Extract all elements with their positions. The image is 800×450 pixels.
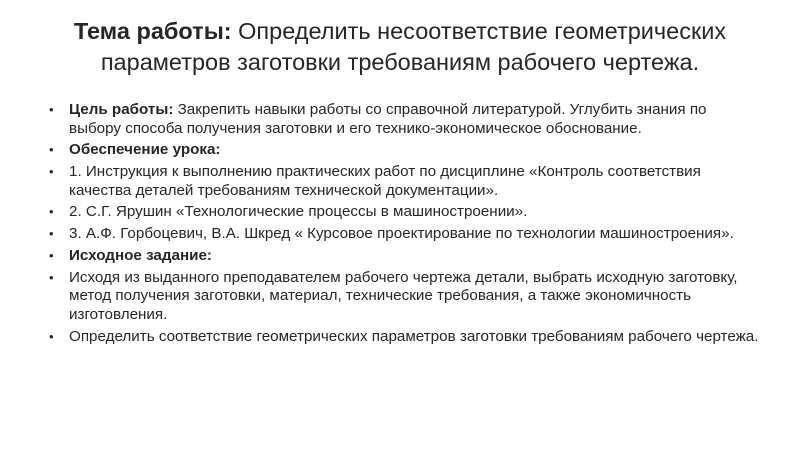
list-item-source-2 xyxy=(49,203,759,222)
list-item-source-3 xyxy=(49,225,759,244)
bullet-icon: • xyxy=(49,204,54,220)
list-item-initial-task xyxy=(49,247,759,266)
list-item-provision xyxy=(49,141,759,160)
item-text: 1. Инструкция к выполнению практических работ по дисциплине «Контроль соответствия качества деталей требованиям технической документации». xyxy=(69,163,701,199)
slide-body xyxy=(49,101,759,349)
item-text: 2. С.Г. Ярушин «Технологические процессы в машиностроении». xyxy=(69,203,528,221)
bullet-icon: • xyxy=(49,247,54,263)
list-item-source-1 xyxy=(49,163,759,200)
list-item-goal xyxy=(49,101,759,138)
item-text: 3. А.Ф. Горбоцевич, В.А. Шкред « Курсовое проектирование по технологии машиностроения». xyxy=(69,225,734,243)
bullet-list xyxy=(49,101,759,346)
item-text: Определить соответствие геометрических параметров заготовки требованиям рабочего чертежа. xyxy=(69,327,759,345)
title-text: Определить несоответствие геометрических параметров заготовки требованиям рабочего чертежа. xyxy=(100,18,727,75)
list-item-task-goal xyxy=(49,328,759,347)
item-lead: Обеспечение урока: xyxy=(69,141,221,159)
bullet-icon: • xyxy=(49,142,54,158)
bullet-icon: • xyxy=(49,328,54,344)
bullet-icon: • xyxy=(49,269,54,285)
list-item-task-description xyxy=(49,269,759,325)
item-lead: Исходное задание: xyxy=(69,246,212,264)
item-lead: Цель работы: xyxy=(69,101,174,118)
bullet-icon: • xyxy=(49,102,54,117)
slide-title xyxy=(60,16,740,78)
item-text: Исходя из выданного преподавателем рабочего чертежа детали, выбрать исходную заготовку, метод получения заготовки, материал, технические требования, а также экономичность изготовления. xyxy=(69,268,738,323)
bullet-icon: • xyxy=(49,226,54,242)
item-text: Закрепить навыки работы со справочной литературой. Углубить знания по выбору способа получения заготовки и его технико-экономическое обоснование. xyxy=(69,101,707,137)
title-lead: Тема работы: xyxy=(73,18,232,44)
bullet-icon: • xyxy=(49,164,54,180)
